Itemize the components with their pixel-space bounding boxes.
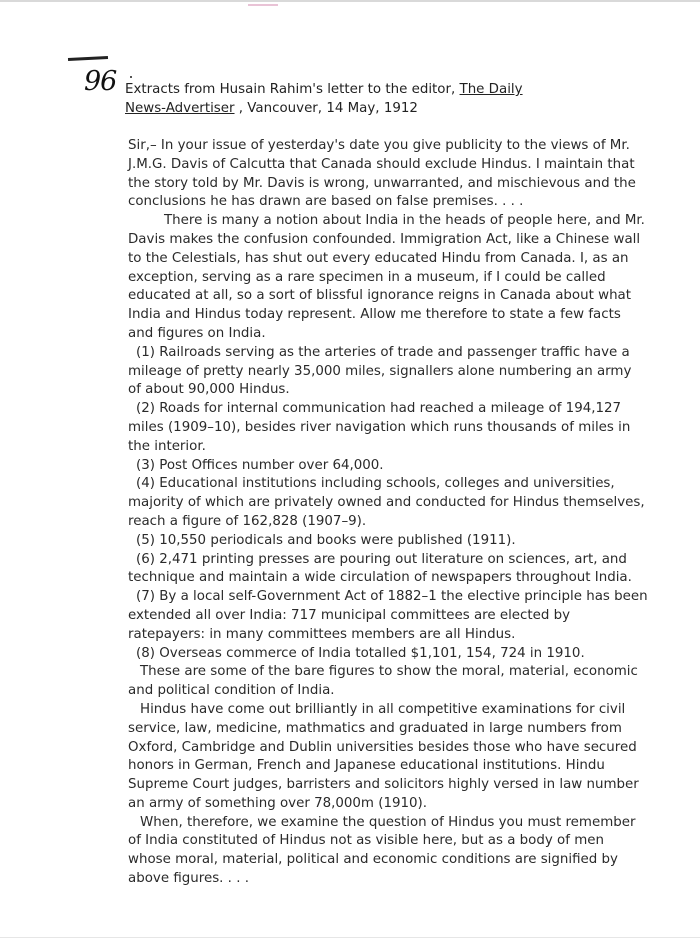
paragraph-conclusion: When, therefore, we examine the question of Hindus you must remember of India constituted of Hindus not as visible here, but as a body of men whose moral, material, political and economic conditions are signified by above figures. . . . [128, 814, 636, 887]
page-top-edge [0, 0, 700, 2]
paragraph-notion: There is many a notion about India in the heads of people here, and Mr. Davis makes the confusion confounded. Immigration Act, like a Chinese wall to the Celestials, has shut out every educated Hindu from Canada. I, as an exception, serving as a rare specimen in a museum, if I could be called educated at all, so a sort of blissful ignorance reigns in Canada about what India and Hindus today represent. Allow me therefore to state a few facts and figures on India. [128, 213, 645, 341]
handwritten-dash [68, 56, 108, 61]
handwritten-page-number: 96 [84, 66, 117, 97]
fact-printing-presses: (6) 2,471 printing presses are pouring out literature on sciences, art, and technique and maintain a wide circulation of newspapers throughout India. [128, 551, 632, 586]
paragraph-bare-figures: These are some of the bare figures to show the moral, material, economic and political condition of India. [128, 664, 638, 699]
heading-intro: Extracts from Husain Rahim's letter to the editor, [125, 82, 460, 97]
page-bottom-edge [0, 937, 700, 938]
fact-periodicals: (5) 10,550 periodicals and books were published (1911). [136, 532, 516, 548]
letter-body [128, 137, 648, 889]
heading-place-date: , Vancouver, 14 May, 1912 [234, 101, 418, 116]
paragraph-examinations: Hindus have come out brilliantly in all competitive examinations for civil service, law, medicine, mathmatics and graduated in large numbers from Oxford, Cambridge and Dublin universities besides those who have secured honors in German, French and Japanese educational institutions. Hindu Supreme Court judges, barristers and solicitors highly versed in law number an army of something over 78,000m (1910). [128, 701, 639, 811]
scan-mark [248, 4, 278, 6]
fact-commerce: (8) Overseas commerce of India totalled $1,101, 154, 724 in 1910. [136, 645, 585, 661]
ink-dot [130, 76, 132, 78]
newspaper-name-part2: News-Advertiser [125, 101, 235, 116]
document-heading [125, 80, 595, 118]
fact-roads: (2) Roads for internal communication had reached a mileage of 194,127 miles (1909–10), besides river navigation which runs thousands of miles in the interior. [128, 401, 631, 454]
fact-railroads: (1) Railroads serving as the arteries of trade and passenger traffic have a mileage of pretty nearly 35,000 miles, signallers alone numbering an army of about 90,000 Hindus. [128, 344, 632, 398]
fact-self-government: (7) By a local self-Government Act of 1882–1 the elective principle has been extended all over India: 717 municipal committees are elected by ratepayers: in many committees members are all Hindus. [128, 589, 648, 642]
fact-education: (4) Educational institutions including schools, colleges and universities, majority of which are privately owned and conducted for Hindus themselves, reach a figure of 162,828 (1907–9). [128, 476, 645, 529]
newspaper-name-part1: The Daily [459, 82, 523, 97]
fact-post-offices: (3) Post Offices number over 64,000. [136, 457, 384, 473]
paragraph-salutation: Sir,– In your issue of yesterday's date you give publicity to the views of Mr. J.M.G. Davis of Calcutta that Canada should exclude Hindus. I maintain that the story told by Mr. Davis is wrong, unwarranted, and mischievous and the conclusions he has drawn are based on false premises. . . . [128, 138, 636, 210]
